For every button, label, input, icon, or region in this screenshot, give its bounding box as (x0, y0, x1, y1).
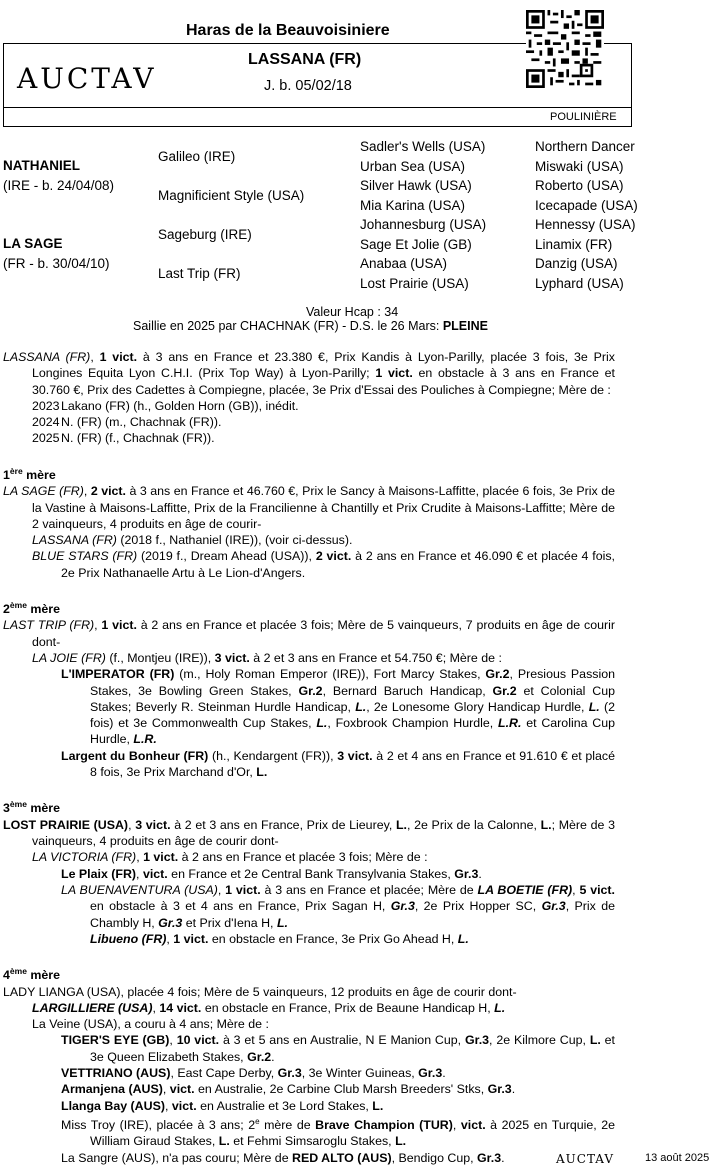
produce-row (3, 414, 615, 430)
header-bottom-rule (3, 126, 631, 127)
produce-paragraph: LASSANA (FR) (2018 f., Nathaniel (IRE)), (voir ci-dessus). (32, 533, 353, 548)
gen3-item: Silver Hawk (USA) (360, 178, 472, 193)
dam-paragraph: LOST PRAIRIE (USA), 3 vict. à 2 et 3 ans en France, Prix de Lieurey, L., 2e Prix de la Calonne, L.; Mère de 3 vainqueurs, 4 produits en âge de courir dont- (3, 817, 615, 849)
gen4-item: Northern Dancer (535, 139, 635, 154)
grandproduce-paragraph: Le Plaix (FR), vict. en France et 2e Central Bank Transylvania Stakes, Gr.3. (61, 866, 482, 881)
grandproduce-paragraph: Llanga Bay (AUS), vict. en Australie et 3e Lord Stakes, L. (61, 1098, 384, 1113)
qr-code (526, 10, 604, 88)
grandproduce-paragraph: Miss Troy (IRE), placée à 3 ans; 2e mère de Brave Champion (TUR), vict. à 2025 en Turquie, 2e William Giraud Stakes, L. et Fehmi Simsaroglu Stakes, L. (61, 1116, 616, 1149)
saillie-text: Saillie en 2025 par CHACHNAK (FR) - D.S. le 26 Mars: (133, 319, 443, 333)
gen4-item: Danzig (USA) (535, 256, 618, 271)
intro-text: à 3 ans en France et 23.380 €, Prix Kandis à Lyon-Parilly, placée 3 fois, 3e Prix Longines Equita Lyon C.H.I. (Prix Top Way) à Lyon-Parilly; (32, 350, 615, 381)
footer-date: 13 août 2025 (645, 1152, 710, 1164)
gen4-item: Icecapade (USA) (535, 198, 638, 213)
haras-name: Haras de la Beauvoisiniere (186, 22, 390, 39)
grandproduce-paragraph: TIGER'S EYE (GB), 10 vict. à 3 et 5 ans en Australie, N E Manion Cup, Gr.3, 2e Kilmore Cup, L. et 3e Queen Elizabeth Stakes, Gr.2. (61, 1033, 616, 1064)
gen4-item: Miswaki (USA) (535, 159, 624, 174)
produce-paragraph: LA VICTORIA (FR), 1 vict. à 2 ans en France et placée 3 fois; Mère de : (32, 850, 428, 865)
grandproduce-paragraph: VETTRIANO (AUS), East Cape Derby, Gr.3, 3e Winter Guineas, Gr.3. (61, 1066, 446, 1081)
produce-year: 2024 (32, 415, 60, 430)
horse-name: LASSANA (FR) (248, 51, 362, 68)
intro-text: en obstacle à 3 ans en France et 30.760 €, Prix des Cadettes à Compiegne, placée, 3e Prix d'Essai des Pouliches à Compiegne; Mère de : (32, 366, 615, 397)
header-right-rule (631, 43, 632, 127)
saillie-result: PLEINE (442, 319, 488, 333)
produce-text: Lakano (FR) (h., Golden Horn (GB)), inédit. (61, 398, 299, 413)
gen3-item: Lost Prairie (USA) (360, 276, 469, 291)
grandproduce-paragraph: L'IMPERATOR (FR) (m., Holy Roman Emperor (IRE)), Fort Marcy Stakes, Gr.2, Presious Passion Stakes, 3e Bowling Green Stakes, Gr.2, Bernard Baruch Handicap, Gr.2 et Colonial Cup Stakes; Beverly R. Steinman Hurdle Handicap, L., 2e Lonesome Glory Handicap Hurdle, L. (2 fois) et 3e Commonwealth Cup Stakes, L., Foxbrook Champion Hurdle, L.R. et Carolina Cup Hurdle, L.R. (61, 667, 615, 747)
produce-year: 2025 (32, 431, 60, 446)
wins: 1 vict. (375, 366, 413, 381)
produce-paragraph: BLUE STARS (FR) (2019 f., Dream Ahead (USA)), 2 vict. à 2 ans en France et 46.090 € et placée 4 fois, 2e Prix Nathanaelle Artu à Le Lion-d'Angers. (32, 549, 615, 580)
auctav-logo: AUCTAV (17, 62, 157, 95)
dam-paragraph: LAST TRIP (FR), 1 vict. à 2 ans en France et placée 3 fois; Mère de 5 vainqueurs, 7 produits en âge de courir dont- (3, 618, 615, 649)
gen4-item: Linamix (FR) (535, 237, 613, 252)
produce-paragraph: LA BUENAVENTURA (USA), 1 vict. à 3 ans en France et placée; Mère de LA BOETIE (FR), 5 vict. en obstacle à 3 et 4 ans en France, Prix Sagan H, Gr.3, 2e Prix Hopper SC, Gr.3, Prix de Chambly H, Gr.3 et Prix d'Iena H, L. Libueno (FR), 1 vict. en obstacle en France, 3e Prix Go Ahead H, L. (61, 882, 615, 946)
grandproduce-paragraph: Armanjena (AUS), vict. en Australie, 2e Carbine Club Marsh Breeders' Stks, Gr.3. (61, 1082, 516, 1097)
produce-row (3, 430, 615, 446)
gen3-item: Johannesburg (USA) (360, 217, 487, 232)
grandproduce-paragraph: La Sangre (AUS), n'a pas couru; Mère de RED ALTO (AUS), Bendigo Cup, Gr.3. (61, 1150, 505, 1165)
produce-year: 2023 (32, 398, 60, 413)
gen3-item: Mia Karina (USA) (360, 198, 466, 213)
gen2-item: Galileo (IRE) (158, 149, 236, 164)
footer-logo: AUCTAV (556, 1152, 615, 1166)
dam-name: LA SAGE (3, 236, 63, 251)
dam-paragraph: LADY LIANGA (USA), placée 4 fois; Mère de 5 vainqueurs, 12 produits en âge de courir dont- (3, 984, 517, 999)
section-heading: 3ème mère (3, 799, 60, 816)
gen3-item: Urban Sea (USA) (360, 159, 466, 174)
dam-info: (FR - b. 30/04/10) (3, 256, 110, 271)
gen3-item: Anabaa (USA) (360, 256, 448, 271)
header-left-rule (3, 43, 4, 127)
saillie-line (133, 319, 488, 333)
grandproduce-paragraph: Largent du Bonheur (FR) (h., Kendargent (FR)), 3 vict. à 2 et 4 ans en France et 91.610 € et placé 8 fois, 3e Prix Marchand d'Or, L. (61, 748, 615, 780)
gen3-item: Sage Et Jolie (GB) (360, 237, 472, 252)
horse-description: J. b. 05/02/18 (264, 78, 352, 94)
intro-paragraph: LASSANA (FR), 1 vict. à 3 ans en France et 23.380 €, Prix Kandis à Lyon-Parilly, placée 3 fois, 3e Prix Longines Equita Lyon C.H.I. (Prix Top Way) à Lyon-Parilly; 1 vict. en obstacle à 3 ans en France et 30.760 €, Prix des Cadettes à Compiegne, placée, 3e Prix d'Essai des Pouliches à Compiegne; Mère de : (3, 350, 615, 397)
sire-info: (IRE - b. 24/04/08) (3, 178, 115, 193)
valeur-hcap: Valeur Hcap : 34 (306, 305, 399, 319)
gen4-item: Roberto (USA) (535, 178, 624, 193)
family-text (3, 349, 615, 1166)
produce-text: N. (FR) (f., Chachnak (FR)). (61, 431, 215, 446)
gen3-item: Sadler's Wells (USA) (360, 139, 486, 154)
section-heading: 4ème mère (3, 966, 60, 983)
produce-row (3, 398, 615, 414)
wins: 1 vict. (99, 350, 138, 364)
dam-paragraph: LA SAGE (FR), 2 vict. à 3 ans en France et 46.760 €, Prix le Sancy à Maisons-Laffitte, placée 6 fois, 3e Prix de la Vastine à Maisons-Laffitte, Prix de la Francilienne à Chantilly et Prix Crudite à Maisons-Laffitte; Mère de 2 vainqueurs, 4 produits en âge de courir- (3, 484, 615, 531)
category-label: POULINIÈRE (550, 111, 617, 123)
horse-name-inline: LASSANA (FR) (3, 350, 91, 364)
gen2-item: Magnificient Style (USA) (158, 188, 305, 203)
produce-text: N. (FR) (m., Chachnak (FR)). (61, 415, 222, 430)
gen4-item: Hennessy (USA) (535, 217, 636, 232)
header-mid-rule (3, 107, 631, 108)
produce-paragraph: LARGILLIERE (USA), 14 vict. en obstacle en France, Prix de Beaune Handicap H, L. (32, 1000, 506, 1015)
section-heading: 2ème mère (3, 599, 60, 617)
gen2-item: Sageburg (IRE) (158, 227, 252, 242)
produce-paragraph: La Veine (USA), a couru à 4 ans; Mère de : (32, 1017, 269, 1032)
produce-paragraph: LA JOIE (FR) (f., Montjeu (IRE)), 3 vict. à 2 et 3 ans en France et 54.750 €; Mère de : (32, 651, 502, 665)
gen2-item: Last Trip (FR) (158, 266, 241, 281)
gen4-item: Lyphard (USA) (535, 276, 624, 291)
sire-name: NATHANIEL (3, 158, 80, 173)
section-heading: 1ère mère (3, 465, 56, 482)
